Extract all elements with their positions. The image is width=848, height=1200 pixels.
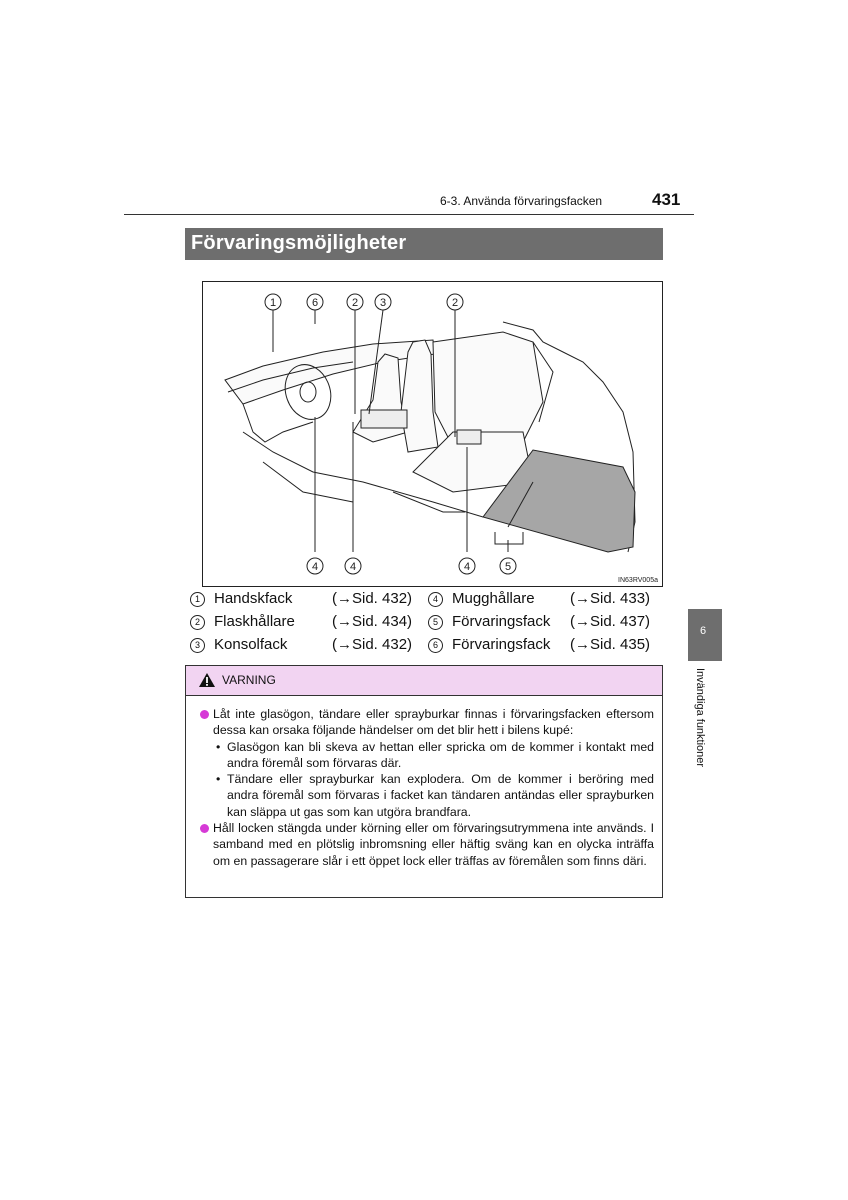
warning-text: Håll locken stängda under körning eller om förvaringsutrymmena inte används. I samband med en plötslig inbromsning eller häftig sväng kan en olycka inträffa om en passagerare slår i ett öppet lock eller träffas av föremålen som finns däri.	[213, 821, 654, 868]
bullet-icon: •	[216, 739, 221, 754]
warning-paragraph	[200, 706, 654, 739]
legend-page-ref: (→Sid. 435)	[570, 636, 651, 653]
warning-header	[186, 666, 662, 696]
chapter-number: 6	[700, 625, 707, 637]
bullet-icon: •	[216, 772, 221, 787]
section-title-band	[185, 228, 663, 260]
legend-page-ref: (→Sid. 432)	[332, 636, 413, 653]
legend-number: 6	[428, 638, 443, 653]
callout-top-1: 1	[269, 297, 277, 309]
callout-bottom-3: 4	[463, 561, 471, 573]
legend-page-ref: (→Sid. 434)	[332, 613, 413, 630]
legend-label: Konsolfack	[214, 636, 288, 653]
warning-triangle-icon	[198, 670, 216, 699]
page-number: 431	[652, 190, 681, 209]
warning-subitem	[200, 739, 654, 772]
section-title: Förvaringsmöjligheter	[191, 232, 407, 254]
warning-subtext: Tändare eller sprayburkar kan explodera. Om de kommer i beröring med andra föremål som förvaras i facket kan tändaren antändas eller sprayburken kan släppa ut gas som kan utgöra brandfara.	[227, 772, 654, 819]
legend-item	[190, 613, 413, 635]
legend-page-ref: (→Sid. 437)	[570, 613, 651, 630]
legend-item	[190, 590, 413, 612]
legend-label: Flaskhållare	[214, 613, 295, 630]
legend-item	[428, 613, 651, 635]
warning-heading: VARNING	[222, 673, 276, 687]
legend-label: Förvaringsfack	[452, 636, 551, 653]
warning-subitem	[200, 771, 654, 820]
header-section-title: 6-3. Använda förvaringsfacken	[440, 194, 603, 208]
legend-number: 4	[428, 592, 443, 607]
figure-id: IN63RV005a	[618, 577, 658, 584]
legend-item	[428, 590, 651, 612]
legend-item	[428, 636, 651, 658]
chapter-tab	[688, 609, 722, 661]
warning-subtext: Glasögon kan bli skeva av hettan eller spricka om de kommer i kontakt med andra föremål som förvaras där.	[227, 739, 654, 770]
legend-number: 1	[190, 592, 205, 607]
warning-paragraph	[200, 820, 654, 869]
warning-text: Låt inte glasögon, tändare eller sprayburkar finnas i förvaringsfacken eftersom dessa kan orsaka följande händelser om det blir hett i bilens kupé:	[213, 707, 654, 738]
legend-number: 2	[190, 615, 205, 630]
car-interior-drawing	[203, 282, 663, 587]
warning-body	[186, 696, 662, 869]
callout-bottom-1: 4	[311, 561, 319, 573]
header-rule	[124, 214, 694, 215]
callout-bottom-4: 5	[504, 561, 512, 573]
legend-page-ref: (→Sid. 433)	[570, 590, 651, 607]
legend-number: 5	[428, 615, 443, 630]
callout-bottom-2: 4	[349, 561, 357, 573]
callout-top-5: 2	[451, 297, 459, 309]
bullet-dot-icon	[200, 824, 209, 833]
chapter-label: Invändiga funktioner	[694, 668, 706, 768]
legend-label: Förvaringsfack	[452, 613, 551, 630]
legend-page-ref: (→Sid. 432)	[332, 590, 413, 607]
legend-label: Handskfack	[214, 590, 293, 607]
car-interior-illustration	[202, 281, 663, 587]
callout-top-4: 3	[379, 297, 387, 309]
legend-label: Mugghållare	[452, 590, 535, 607]
callout-top-2: 6	[311, 297, 319, 309]
warning-box	[185, 665, 663, 898]
bullet-dot-icon	[200, 710, 209, 719]
legend-number: 3	[190, 638, 205, 653]
callout-top-3: 2	[351, 297, 359, 309]
legend-item	[190, 636, 413, 658]
